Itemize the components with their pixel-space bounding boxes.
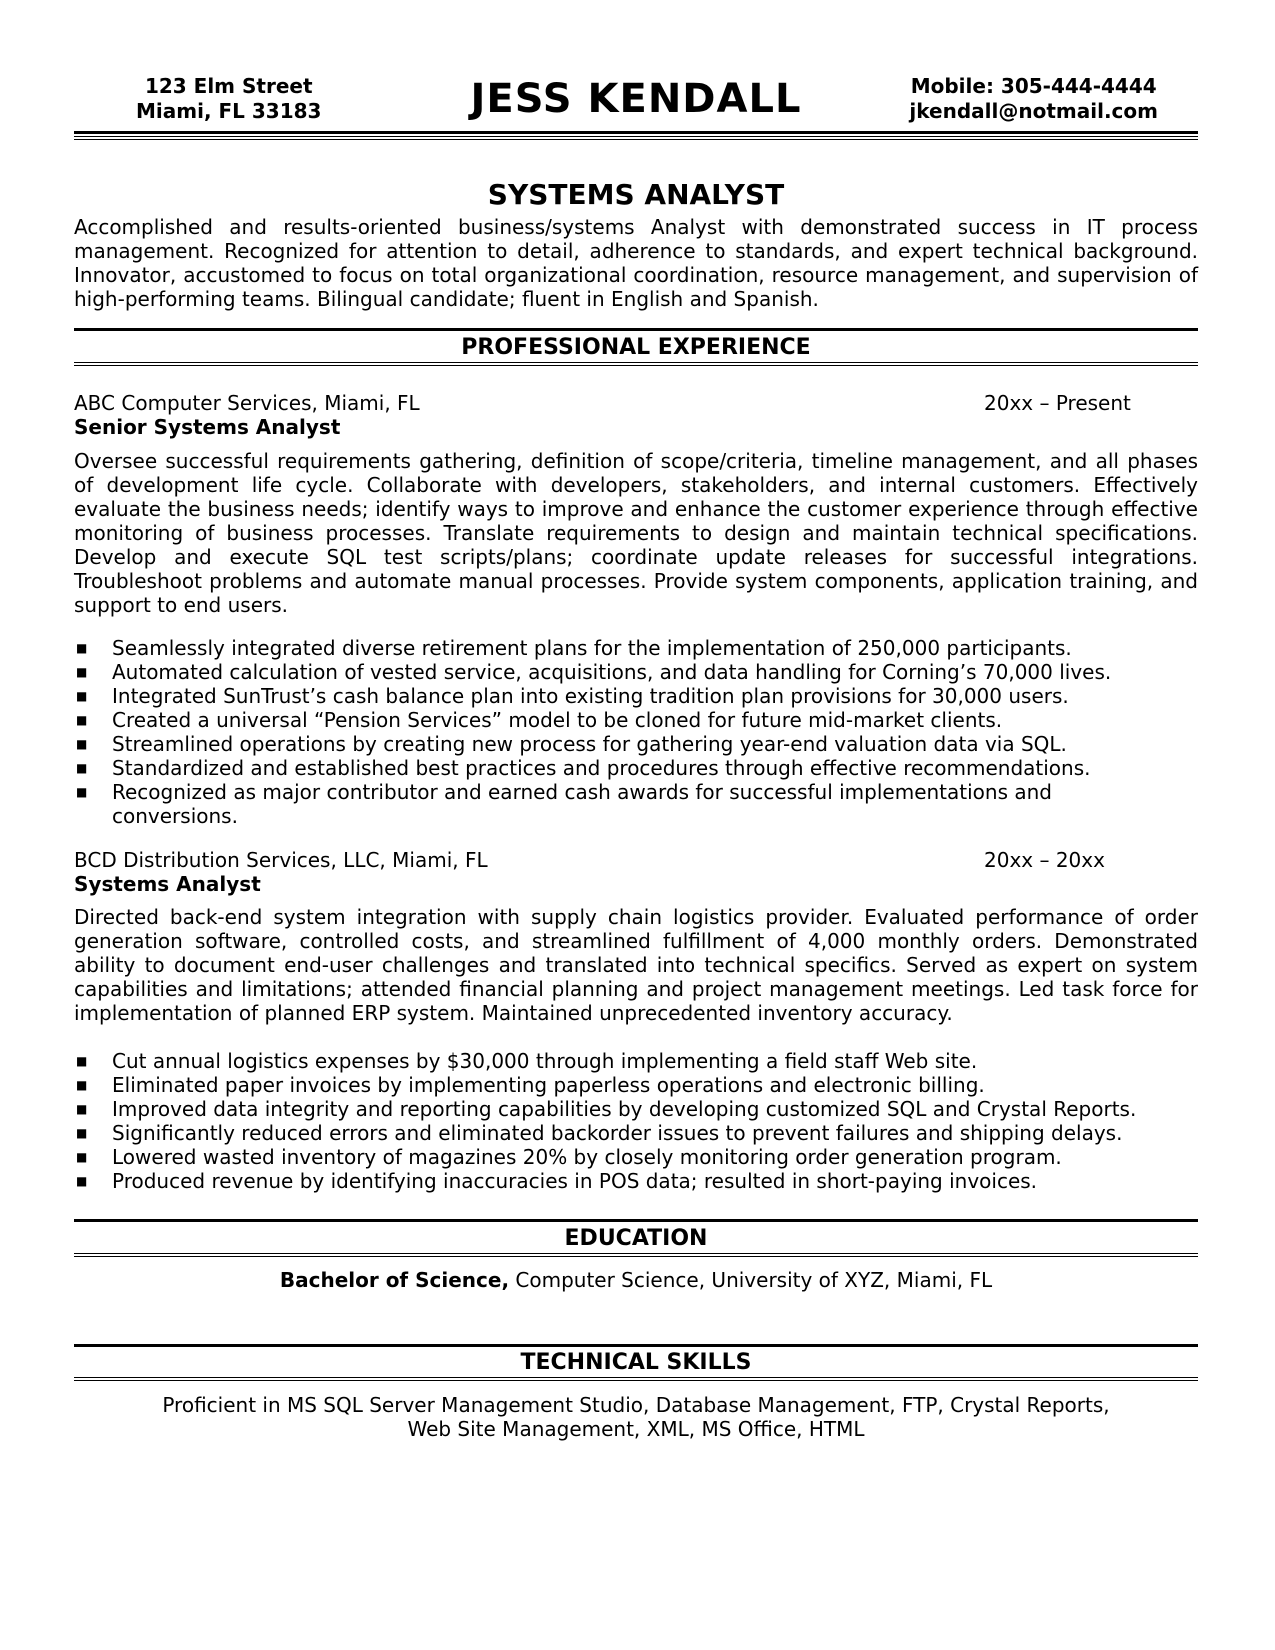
bullet-icon: ■ (76, 1126, 88, 1140)
bullet-icon: ■ (76, 1150, 88, 1164)
bullet-icon: ■ (76, 785, 88, 799)
bullet-icon: ■ (76, 761, 88, 775)
job-2-dates: 20xx – 20xx (984, 848, 1105, 872)
candidate-name: JESS KENDALL (470, 76, 802, 122)
list-item: ■ Improved data integrity and reporting capabilities by developing customized SQL and Crystal Reports. (76, 1097, 1137, 1121)
list-item: ■ Cut annual logistics expenses by $30,000 through implementing a field staff Web site. (76, 1049, 978, 1073)
bullet-icon: ■ (76, 1174, 88, 1188)
bullet-icon: ■ (76, 713, 88, 727)
job-2-company: BCD Distribution Services, LLC, Miami, FL (74, 848, 488, 872)
resume-header (74, 70, 1198, 130)
job-1-description: Oversee successful requirements gathering, definition of scope/criteria, timeline management, and all phases of development life cycle. Collaborate with developers, stakeholders, and internal customers. Effectively evaluate the business needs; identify ways to improve and enhance the customer experience through effective monitoring of business processes. Translate requirements to design and maintain technical specifications. Develop and execute SQL test scripts/plans; coordinate update releases for successful integrations. Troubleshoot problems and automate manual processes. Provide system components, application training, and support to end users. (74, 449, 1198, 617)
education-entry (74, 1268, 1198, 1292)
bullet-icon: ■ (76, 665, 88, 679)
job-2-role: Systems Analyst (74, 872, 261, 896)
experience-heading: PROFESSIONAL EXPERIENCE (461, 335, 811, 360)
job-title: SYSTEMS ANALYST (487, 178, 785, 211)
list-item: ■ Automated calculation of vested service, acquisitions, and data handling for Corning’s 70,000 lives. (76, 660, 1112, 684)
skills-top-rule (74, 1344, 1198, 1347)
job-1-dates: 20xx – Present (984, 391, 1131, 415)
bullet-icon: ■ (76, 641, 88, 655)
list-item: ■ Significantly reduced errors and eliminated backorder issues to prevent failures and shipping delays. (76, 1121, 1123, 1145)
degree-name: Bachelor of Science, (279, 1268, 510, 1292)
skills-line-1: Proficient in MS SQL Server Management Studio, Database Management, FTP, Crystal Reports, (162, 1393, 1110, 1417)
list-item: ■ Lowered wasted inventory of magazines 20% by closely monitoring order generation program. (76, 1145, 1062, 1169)
mobile-number: Mobile: 305-444-4444 (910, 74, 1157, 98)
skills-bottom-rule (74, 1377, 1198, 1381)
job-1-achievements (74, 636, 1198, 828)
bullet-icon: ■ (76, 689, 88, 703)
job-2-header (74, 848, 1198, 872)
list-item: ■ Integrated SunTrust’s cash balance plan into existing tradition plan provisions for 30,000 users. (76, 684, 1069, 708)
education-heading: EDUCATION (564, 1226, 708, 1251)
skills-line-2: Web Site Management, XML, MS Office, HTML (407, 1417, 865, 1441)
experience-top-rule (74, 328, 1198, 331)
education-top-rule (74, 1219, 1198, 1222)
job-1-company: ABC Computer Services, Miami, FL (74, 391, 420, 415)
list-item: ■ Recognized as major contributor and earned cash awards for successful implementations and conversions. (76, 780, 1052, 828)
list-item: ■ Produced revenue by identifying inaccuracies in POS data; resulted in short-paying invoices. (76, 1169, 1038, 1193)
bullet-icon: ■ (76, 737, 88, 751)
contact-block (909, 74, 1158, 124)
job-2-description: Directed back-end system integration with supply chain logistics provider. Evaluated performance of order generation software, controlled costs, and streamlined fulfillment of 4,000 monthly orders. Demonstrated ability to document end-user challenges and translated into technical specifics. Served as expert on system capabilities and limitations; attended financial planning and project management meetings. Led task force for implementation of planned ERP system. Maintained unprecedented inventory accuracy. (74, 905, 1198, 1025)
list-item: ■ Standardized and established best practices and procedures through effective recommendations. (76, 756, 1091, 780)
address-line-1: 123 Elm Street (144, 74, 313, 98)
job-2-achievements (74, 1049, 1198, 1193)
skills-heading: TECHNICAL SKILLS (520, 1350, 752, 1375)
bullet-icon: ■ (76, 1054, 88, 1068)
degree-details: Computer Science, University of XYZ, Miami, FL (509, 1268, 993, 1292)
experience-bottom-rule (74, 362, 1198, 366)
email-address: jkendall@notmail.com (909, 99, 1158, 123)
bullet-icon: ■ (76, 1078, 88, 1092)
address-line-2: Miami, FL 33183 (136, 99, 322, 123)
job-1-header (74, 391, 1198, 415)
list-item: ■ Seamlessly integrated diverse retirement plans for the implementation of 250,000 participants. (76, 636, 1072, 660)
list-item: ■ Streamlined operations by creating new process for gathering year-end valuation data via SQL. (76, 732, 1067, 756)
header-divider (74, 131, 1198, 140)
list-item: ■ Eliminated paper invoices by implementing paperless operations and electronic billing. (76, 1073, 985, 1097)
bullet-icon: ■ (76, 1102, 88, 1116)
job-1-role: Senior Systems Analyst (74, 415, 341, 439)
education-bottom-rule (74, 1253, 1198, 1257)
summary-paragraph: Accomplished and results-oriented business/systems Analyst with demonstrated success in IT process management. Recognized for attention to detail, adherence to standards, and expert technical background. Innovator, accustomed to focus on total organizational coordination, resource management, and supervision of high-performing teams. Bilingual candidate; fluent in English and Spanish. (74, 215, 1198, 311)
list-item: ■ Created a universal “Pension Services” model to be cloned for future mid-market clients. (76, 708, 1003, 732)
